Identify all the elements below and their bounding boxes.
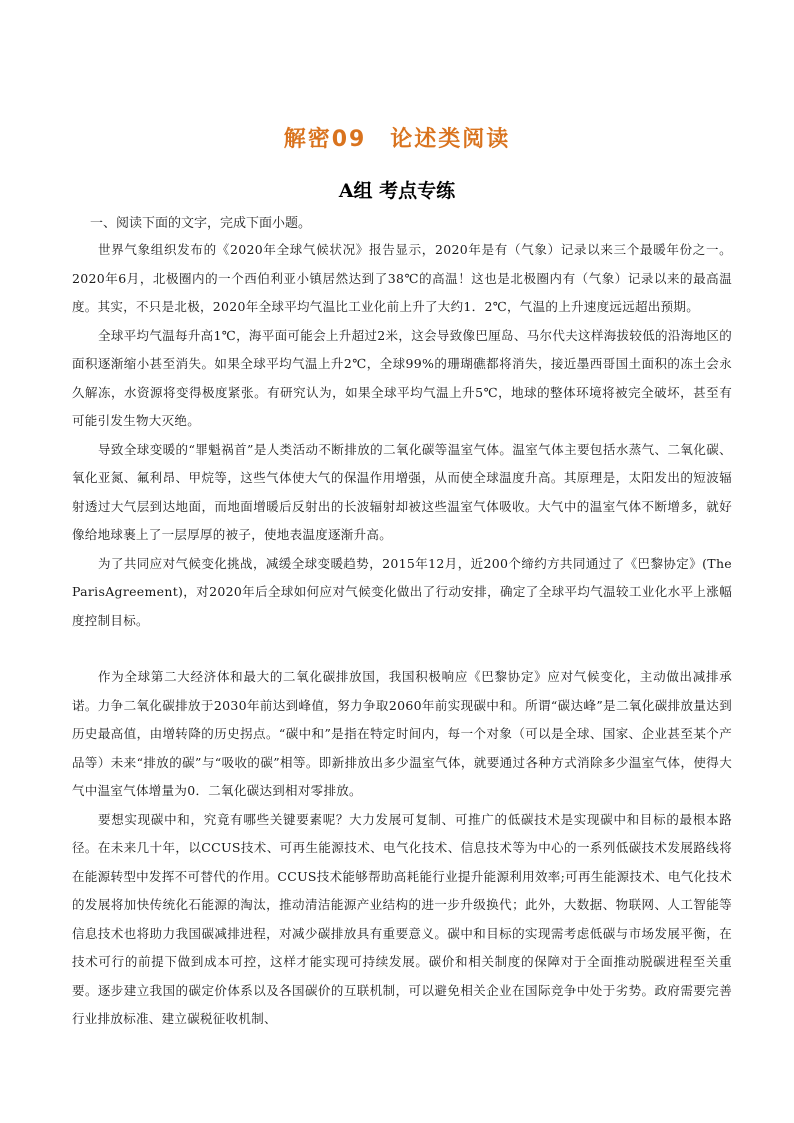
paragraph-5: 作为全球第二大经济体和最大的二氧化碳排放国，我国积极响应《巴黎协定》应对气候变化，主动做出减排承诺。力争二氧化碳排放于2030年前达到峰值，努力争取2060年前实现碳中和。所谓“碳达峰”是二氧化碳排放量达到历史最高值，由增转降的历史拐点。“碳中和”是指在特定时间内，每一个对象（可以是全球、国家、企业甚至某个产品等）未来“排放的碳”与“吸收的碳”相等。即新排放出多少温室气体，就要通过各种方式消除多少温室气体，使得大气中温室气体增量为0．二氧化碳达到相对零排放。	[72, 669, 732, 798]
group-subtitle: A组 考点专练	[338, 180, 456, 202]
section-heading: 一、阅读下面的文字，完成下面小题。	[90, 216, 312, 231]
paragraph-3: 导致全球变暖的“罪魁祸首”是人类活动不断排放的二氧化碳等温室气体。温室气体主要包括水蒸气、二氧化碳、氧化亚氮、氟利昂、甲烷等，这些气体使大气的保温作用增强，从而使全球温度升高。其原理是，太阳发出的短波辐射透过大气层到达地面，而地面增暖后反射出的长波辐射却被这些温室气体吸收。大气中的温室气体不断增多，就好像给地球裹上了一层厚厚的被子，使地表温度逐渐升高。	[72, 441, 732, 542]
paragraph-1: 世界气象组织发布的《2020年全球气候状况》报告显示，2020年是有（气象）记录以来三个最暖年份之一。2020年6月，北极圈内的一个西伯利亚小镇居然达到了38℃的高温！这也是北极圈内有（气象）记录以来的最高温度。其实，不只是北极，2020年全球平均气温比工业化前上升了大约1．2℃，气温的上升速度远远超出预期。	[72, 242, 732, 314]
article-body	[72, 236, 732, 1034]
document-title: 解密09 论述类阅读	[283, 127, 511, 152]
paragraph-4: 为了共同应对气候变化挑战，减缓全球变暖趋势，2015年12月，近200个缔约方共同通过了《巴黎协定》(The ParisAgreement)，对2020年后全球如何应对气候变化做出了行动安排，确定了全球平均气温较工业化水平上涨幅度控制目标。	[72, 555, 732, 628]
paragraph-6: 要想实现碳中和，究竟有哪些关键要素呢？大力发展可复制、可推广的低碳技术是实现碳中和目标的最根本路径。在未来几十年，以CCUS技术、可再生能源技术、电气化技术、信息技术等为中心的一系列低碳技术发展路线将在能源转型中发挥不可替代的作用。CCUS技术能够帮助高耗能行业提升能源利用效率;可再生能源技术、电气化技术的发展将加快传统化石能源的淘汰，推动清洁能源产业结构的进一步升级换代；此外，大数据、物联网、人工智能等信息技术也将助力我国碳减排进程，对减少碳排放具有重要意义。碳中和目标的实现需考虑低碳与市场发展平衡，在技术可行的前提下做到成本可控，这样才能实现可持续发展。碳价和相关制度的保障对于全面推动脱碳进程至关重要。逐步建立我国的碳定价体系以及各国碳价的互联机制，可以避免相关企业在国际竞争中处于劣势。政府需要完善行业排放标准、建立碳税征收机制、	[72, 811, 732, 1026]
paragraph-2: 全球平均气温每升高1℃，海平面可能会上升超过2米，这会导致像巴厘岛、马尔代夫这样海拔较低的沿海地区的面积逐渐缩小甚至消失。如果全球平均气温上升2℃，全球99%的珊瑚礁都将消失，接近墨西哥国土面积的冻土会永久解冻，水资源将变得极度紧张。有研究认为，如果全球平均气温上升5℃，地球的整体环境将被完全破坏，甚至有可能引发生物大灭绝。	[72, 327, 732, 428]
paragraph-gap	[72, 635, 732, 663]
